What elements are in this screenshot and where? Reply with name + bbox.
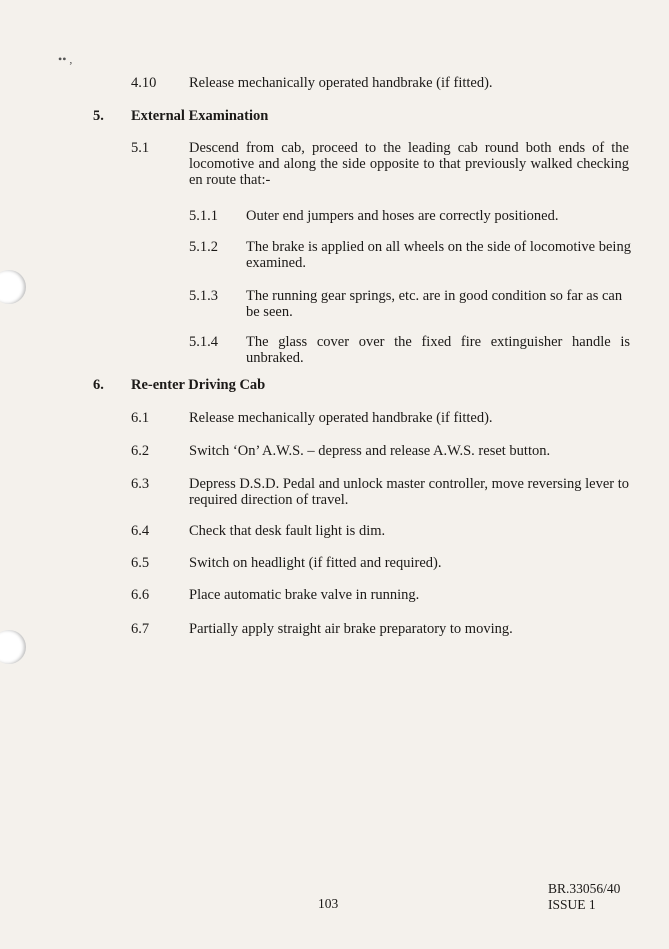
subitem-number: 5.1.1 (189, 208, 218, 224)
subitem-text: The running gear springs, etc. are in good condition so far as can be seen. (246, 288, 623, 320)
item-text: Place automatic brake valve in running. (189, 587, 420, 603)
section-heading: External Examination (131, 108, 269, 124)
subitem-text: Outer end jumpers and hoses are correctly positioned. (246, 208, 559, 224)
subitem-number: 5.1.3 (189, 288, 218, 304)
page-number: 103 (318, 896, 339, 911)
issue-label: ISSUE 1 (548, 897, 596, 912)
item-number: 6.3 (131, 476, 150, 492)
item-number: 6.7 (131, 621, 150, 637)
subitem-text: The glass cover over the fixed fire extinguisher handle is unbraked. (246, 334, 630, 366)
item-number: 6.4 (131, 523, 150, 539)
page-speck: •• , (58, 52, 73, 66)
item-number: 6.5 (131, 555, 150, 571)
section-number: 5. (93, 108, 104, 124)
item-text: Release mechanically operated handbrake (if fitted). (189, 410, 493, 426)
subitem-number: 5.1.2 (189, 239, 218, 255)
item-text: Depress D.S.D. Pedal and unlock master controller, move reversing lever to required direction of travel. (189, 476, 629, 508)
document-reference: BR.33056/40 (548, 881, 621, 896)
item-text: Switch ‘On’ A.W.S. – depress and release A.W.S. reset button. (189, 443, 551, 459)
punch-hole (0, 270, 26, 304)
item-number: 5.1 (131, 140, 150, 156)
item-number: 6.2 (131, 443, 150, 459)
item-text: Check that desk fault light is dim. (189, 523, 386, 539)
item-number: 6.6 (131, 587, 150, 603)
item-text: Switch on headlight (if fitted and required). (189, 555, 442, 571)
item-text: Partially apply straight air brake preparatory to moving. (189, 621, 513, 637)
item-number: 6.1 (131, 410, 150, 426)
punch-hole (0, 630, 26, 664)
item-text: Release mechanically operated handbrake (if fitted). (189, 75, 493, 91)
subitem-number: 5.1.4 (189, 334, 218, 350)
section-number: 6. (93, 377, 104, 393)
item-number: 4.10 (131, 75, 157, 91)
subitem-text: The brake is applied on all wheels on the side of locomotive being examined. (246, 239, 631, 271)
section-heading: Re-enter Driving Cab (131, 377, 266, 393)
item-text: Descend from cab, proceed to the leading cab round both ends of the locomotive and along the side opposite to that previously walked checking en route that:- (189, 140, 629, 188)
